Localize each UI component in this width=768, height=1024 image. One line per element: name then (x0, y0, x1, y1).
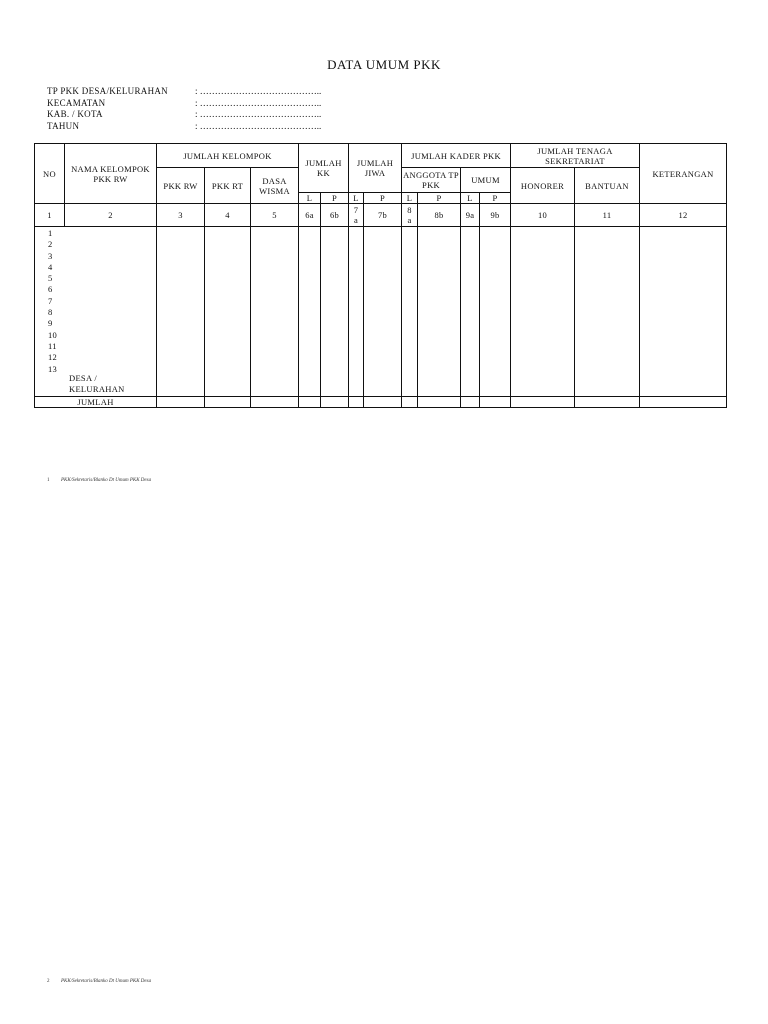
col-number: 6b (321, 204, 349, 227)
row-number: 11 (48, 340, 57, 351)
data-table (34, 143, 727, 408)
data-cell[interactable] (511, 227, 575, 397)
header-keterangan: KETERANGAN (640, 144, 727, 204)
total-cell[interactable] (299, 397, 321, 408)
data-cell[interactable] (461, 227, 480, 397)
data-cell[interactable] (205, 227, 251, 397)
col-number: 8b (418, 204, 461, 227)
header-info (47, 86, 321, 132)
data-cell[interactable] (480, 227, 511, 397)
info-label: KECAMATAN (47, 97, 106, 108)
header-anggota-tp-pkk: ANGGOTA TP PKK (402, 168, 461, 193)
row-number: 13 (48, 363, 58, 374)
data-cell[interactable] (575, 227, 640, 397)
header-jiwa-p: P (364, 193, 402, 204)
data-cell[interactable] (251, 227, 299, 397)
info-value: : ………………………………….. (195, 109, 322, 119)
total-cell[interactable] (418, 397, 461, 408)
col-number: 12 (640, 204, 727, 227)
data-cell[interactable] (364, 227, 402, 397)
header-pkk-rt: PKK RT (205, 168, 251, 204)
col-number: 4 (205, 204, 251, 227)
row-number: 4 (48, 261, 53, 272)
header-tenaga-sekretariat: JUMLAH TENAGA SEKRETARIAT (511, 144, 640, 168)
header-umum: UMUM (461, 168, 511, 193)
header-nama: NAMA KELOMPOK PKK RW (65, 144, 157, 204)
col-number: 10 (511, 204, 575, 227)
total-cell[interactable] (251, 397, 299, 408)
header-jumlah-kader: JUMLAH KADER PKK (402, 144, 511, 168)
header-pkk-rw: PKK RW (157, 168, 205, 204)
data-cell[interactable] (349, 227, 364, 397)
row-number: 8 (48, 307, 53, 318)
document-title: DATA UMUM PKK (327, 57, 441, 72)
col-number: 7b (364, 204, 402, 227)
col-number: 6a (299, 204, 321, 227)
total-cell[interactable] (157, 397, 205, 408)
data-cell[interactable] (402, 227, 418, 397)
col-number: 9a (461, 204, 480, 227)
row-number: 10 (48, 329, 58, 340)
footer-page-number: 1 (47, 478, 50, 483)
footer-text: PKK/Sekretaris/Blanko Dt Umum PKK Desa (61, 979, 152, 984)
header-kk-p: P (321, 193, 349, 204)
total-cell[interactable] (205, 397, 251, 408)
col-number: 8 a (402, 204, 418, 227)
footer-page-2 (47, 979, 151, 984)
data-cell[interactable] (640, 227, 727, 397)
header-jiwa-l: L (349, 193, 364, 204)
header-kk-l: L (299, 193, 321, 204)
desa-kelurahan-label: DESA / KELURAHAN (69, 373, 125, 394)
data-cell[interactable] (299, 227, 321, 397)
row-number: 2 (48, 239, 53, 250)
info-value: : ………………………………….. (195, 86, 322, 96)
row-number: 12 (48, 352, 58, 363)
header-jumlah-kk: JUMLAH KK (299, 144, 349, 193)
footer-page-number: 2 (47, 979, 50, 984)
col-number: 3 (157, 204, 205, 227)
data-cell[interactable] (321, 227, 349, 397)
header-no: NO (35, 144, 65, 204)
header-jumlah-jiwa: JUMLAH JIWA (349, 144, 402, 193)
info-row-desa (47, 86, 321, 98)
header-jumlah-kelompok: JUMLAH KELOMPOK (157, 144, 299, 168)
body-left-cell (35, 227, 157, 397)
data-cell[interactable] (418, 227, 461, 397)
info-value: : ………………………………….. (195, 97, 322, 108)
info-label: KAB. / KOTA (47, 109, 103, 119)
row-number: 1 (48, 228, 53, 238)
total-cell[interactable] (349, 397, 364, 408)
total-cell[interactable] (364, 397, 402, 408)
info-row-tahun (47, 121, 321, 133)
info-value: : ………………………………….. (195, 120, 322, 131)
row-number: 9 (48, 318, 53, 329)
col-number: 1 (35, 204, 65, 227)
header-bantuan: BANTUAN (575, 168, 640, 204)
row-number-list (48, 228, 57, 375)
data-cell[interactable] (157, 227, 205, 397)
total-cell[interactable] (575, 397, 640, 408)
header-honorer: HONORER (511, 168, 575, 204)
col-number: 7 a (349, 204, 364, 227)
header-anggota-p: P (418, 193, 461, 204)
col-number: 2 (65, 204, 157, 227)
total-cell[interactable] (321, 397, 349, 408)
total-cell[interactable] (461, 397, 480, 408)
header-dasa-wisma: DASA WISMA (251, 168, 299, 204)
row-number: 5 (48, 273, 53, 284)
total-cell[interactable] (640, 397, 727, 408)
col-number: 9b (480, 204, 511, 227)
col-number: 5 (251, 204, 299, 227)
header-umum-p: P (480, 193, 511, 204)
total-row-label: JUMLAH (35, 397, 157, 408)
total-cell[interactable] (480, 397, 511, 408)
info-label: TP PKK DESA/KELURAHAN (47, 86, 168, 96)
total-cell[interactable] (402, 397, 418, 408)
info-row-kecamatan (47, 98, 321, 110)
row-number: 3 (48, 250, 53, 261)
header-anggota-l: L (402, 193, 418, 204)
info-row-kabkota (47, 109, 321, 121)
total-cell[interactable] (511, 397, 575, 408)
col-number: 11 (575, 204, 640, 227)
row-number: 7 (48, 295, 53, 306)
row-number: 6 (48, 284, 53, 295)
header-umum-l: L (461, 193, 480, 204)
footer-text: PKK/Sekretaris/Blanko Dt Umum PKK Desa (61, 478, 152, 483)
info-label: TAHUN (47, 120, 80, 131)
footer-page-1 (47, 478, 151, 483)
